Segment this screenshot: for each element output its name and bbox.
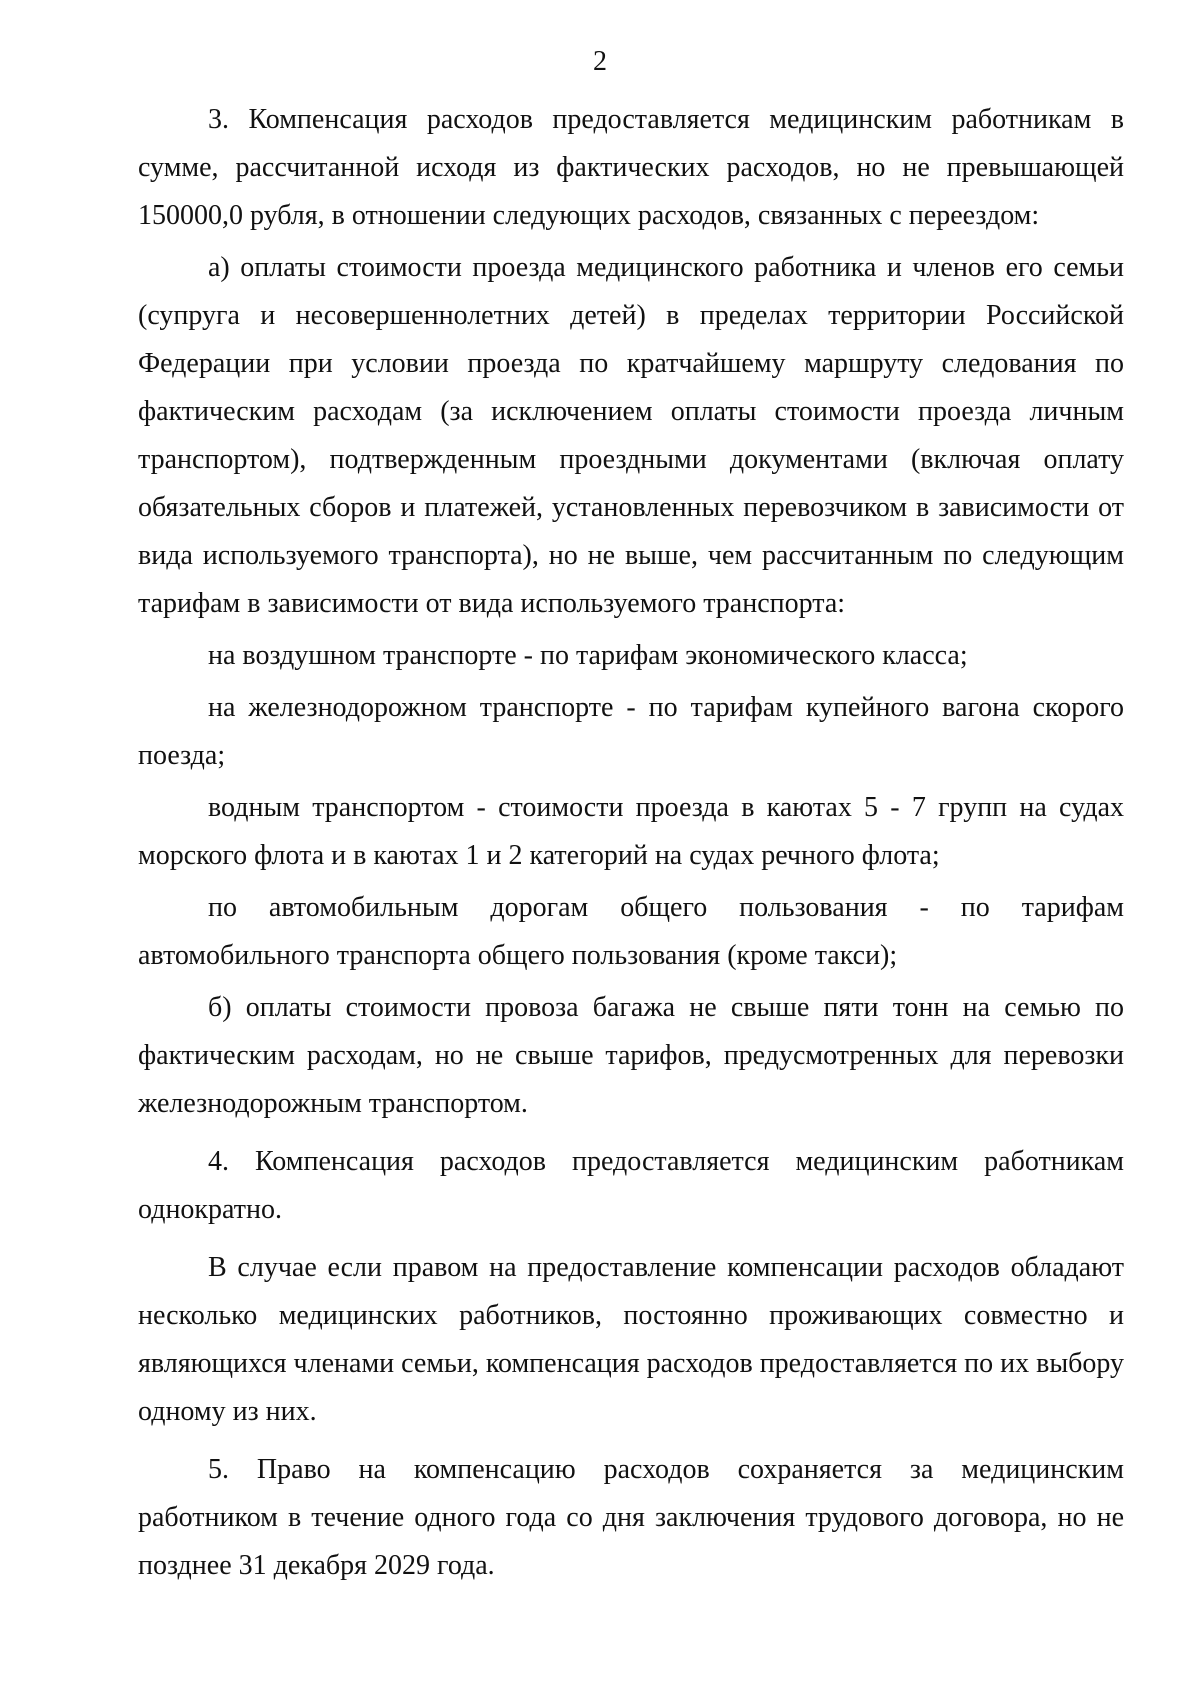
paragraph-rail-transport: на железнодорожном транспорте - по тарифам купейного вагона скорого поезда; — [138, 692, 1124, 771]
document-body — [138, 96, 1124, 1590]
paragraph-road-transport: по автомобильным дорогам общего пользования - по тарифам автомобильного транспорта общего пользования (кроме такси); — [138, 892, 1124, 971]
paragraph-item-3: 3. Компенсация расходов предоставляется медицинским работникам в сумме, рассчитанной исходя из фактических расходов, но не превышающей 150000,0 рубля, в отношении следующих расходов, связанных с переездом: — [138, 104, 1124, 231]
paragraph-air-transport: на воздушном транспорте - по тарифам экономического класса; — [208, 640, 968, 671]
paragraph-water-transport: водным транспортом - стоимости проезда в каютах 5 - 7 групп на судах морского флота и в каютах 1 и 2 категорий на судах речного флота; — [138, 792, 1124, 871]
paragraph-subitem-b: б) оплаты стоимости провоза багажа не свыше пяти тонн на семью по фактическим расходам, но не свыше тарифов, предусмотренных для перевозки железнодорожным транспортом. — [138, 992, 1124, 1119]
paragraph-subitem-a: а) оплаты стоимости проезда медицинского работника и членов его семьи (супруга и несовершеннолетних детей) в пределах территории Российской Федерации при условии проезда по кратчайшему маршруту следования по фактическим расходам (за исключением оплаты стоимости проезда личным транспортом), подтвержденным проездными документами (включая оплату обязательных сборов и платежей, установленных перевозчиком в зависимости от вида используемого транспорта), но не выше, чем рассчитанным по следующим тарифам в зависимости от вида используемого транспорта: — [138, 252, 1124, 619]
paragraph-item-5: 5. Право на компенсацию расходов сохраняется за медицинским работником в течение одного года со дня заключения трудового договора, но не позднее 31 декабря 2029 года. — [138, 1454, 1124, 1581]
paragraph-multiple-workers: В случае если правом на предоставление компенсации расходов обладают несколько медицинских работников, постоянно проживающих совместно и являющихся членами семьи, компенсация расходов предоставляется по их выбору одному из них. — [138, 1252, 1125, 1427]
page-number: 2 — [593, 46, 607, 77]
paragraph-item-4: 4. Компенсация расходов предоставляется медицинским работникам однократно. — [138, 1146, 1124, 1225]
